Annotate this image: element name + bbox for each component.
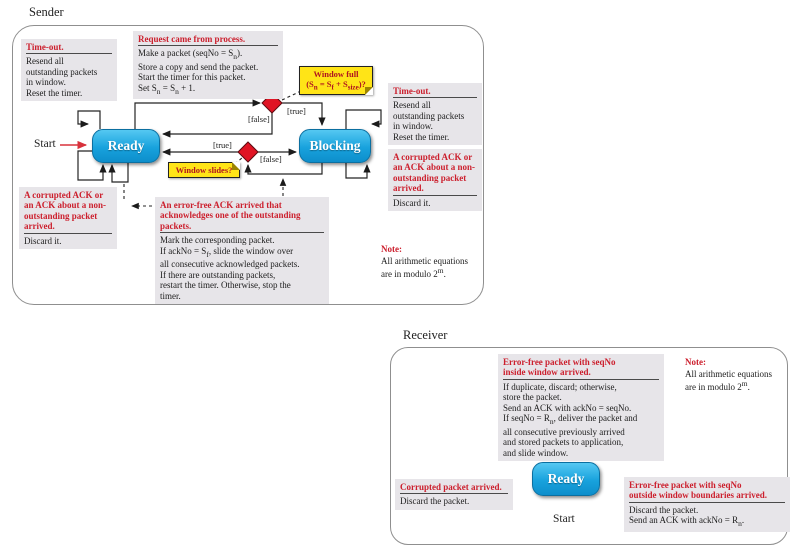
state-ready-receiver: Ready (532, 462, 600, 496)
guard-true-top: [true] (287, 106, 306, 116)
state-ready-sender: Ready (92, 129, 160, 163)
note-title: Time-out. (26, 42, 112, 54)
note-body: Discard the packet. Send an ACK with ackNo = $R_n$. (629, 504, 745, 529)
note-title: Corrupted packet arrived. (400, 482, 508, 494)
folded-corner-icon (232, 162, 240, 170)
note-corrupted-receiver (395, 479, 513, 510)
state-blocking-sender: Blocking (299, 129, 371, 163)
note-outside-window (624, 477, 790, 532)
note-title: A corrupted ACK or an ACK about a non- outstanding packet arrived. (393, 152, 477, 196)
note-body: Make a packet (seqNo = $S_n$). Store a copy and send the packet. Start the timer for this packet. Set $S_n = S_n + 1$. (138, 48, 259, 96)
note-modulo-receiver (680, 354, 790, 395)
note-title: Note: (685, 357, 706, 367)
start-label-sender: Start (34, 138, 56, 150)
guard-true-bottom: [true] (213, 140, 232, 150)
note-request (133, 31, 283, 99)
note-modulo-sender (376, 241, 484, 282)
note-timeout-left (21, 39, 117, 101)
guard-false-top: [false] (248, 114, 270, 124)
note-body: All arithmetic equations are in modulo 2$^m$. (381, 256, 468, 279)
note-timeout-right (388, 83, 482, 145)
note-title: Time-out. (393, 86, 477, 98)
receiver-section-label: Receiver (403, 328, 448, 342)
note-error-free-ack (155, 197, 329, 304)
self-loop-ready-topleft (78, 111, 100, 129)
note-title: Request came from process. (138, 34, 278, 46)
note-body: Resend all outstanding packets in window. Reset the timer. (393, 100, 465, 142)
self-loop-blocking-bottomright (346, 161, 367, 178)
note-body: Discard it. (393, 197, 431, 208)
note-body: Discard the packet. (400, 496, 470, 507)
note-body: Resend all outstanding packets in window. Reset the timer. (26, 56, 98, 98)
self-loop-ready-bottom (112, 161, 128, 182)
note-body: Discard it. (24, 235, 62, 246)
sticky-window-slides (168, 162, 240, 178)
note-title: Error-free packet with seqNo outside window boundaries arrived. (629, 480, 785, 503)
sticky-text: Window full $(S_n = S_f + S_{size})$? (306, 69, 366, 92)
sticky-text: Window slides? (175, 165, 233, 175)
start-label-receiver: Start (553, 513, 575, 525)
guard-false-bottom: [false] (260, 154, 282, 164)
note-body: If duplicate, discard; otherwise, store the packet. Send an ACK with ackNo = seqNo. If seqNo = $R_n$, deliver the packet and all consecutive previously arrived and stored packets to application, and slide window. (503, 381, 638, 458)
sticky-window-full (299, 66, 373, 95)
note-title: A corrupted ACK or an ACK about a non- outstanding packet arrived. (24, 190, 112, 234)
arrow-request-to-check (135, 103, 260, 129)
sender-section-label: Sender (29, 5, 64, 19)
note-inside-window (498, 354, 664, 461)
note-body: All arithmetic equations are in modulo 2$^m$. (685, 369, 772, 392)
note-corrupted-right (388, 149, 482, 211)
note-title: An error-free ACK arrived that acknowledges one of the outstanding packets. (160, 200, 324, 233)
note-body: Mark the corresponding packet. If ackNo = $S_f$, slide the window over all consecutive acknowledged packets. If there are outstanding packets, restart the timer. Otherwise, stop the timer. (160, 235, 300, 301)
note-title: Note: (381, 244, 402, 254)
self-loop-blocking-topright (346, 110, 381, 129)
folded-corner-icon (365, 87, 373, 95)
note-title: Error-free packet with seqNo inside window arrived. (503, 357, 659, 380)
note-corrupted-left (19, 187, 117, 249)
